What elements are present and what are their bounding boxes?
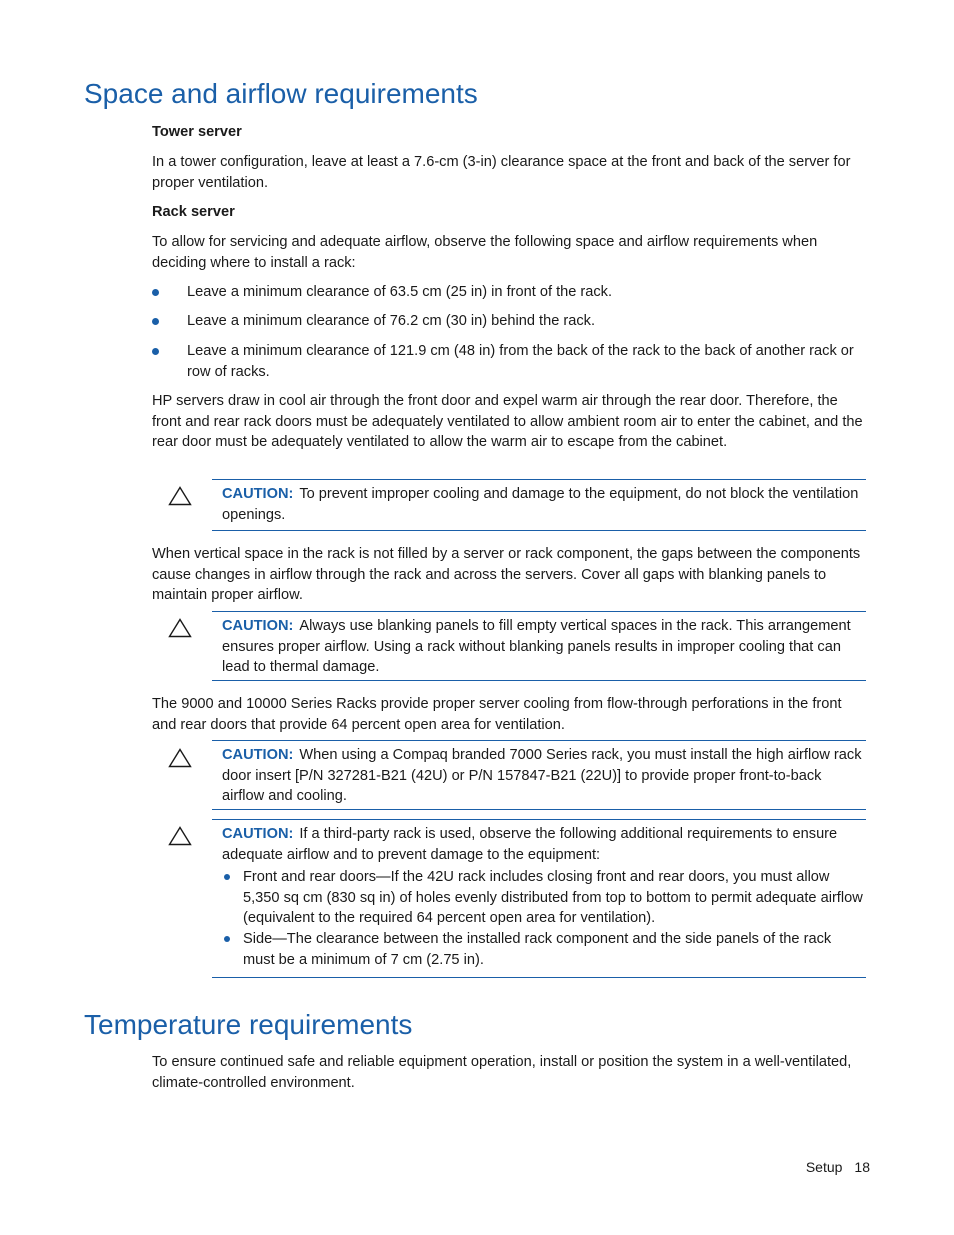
caution-label: CAUTION: bbox=[222, 747, 294, 763]
bullet-icon bbox=[152, 348, 159, 355]
caution-text: If a third-party rack is used, observe the following additional requirements to ensure adequate airflow and to prevent damage to the equipment: bbox=[222, 826, 838, 863]
bullet-icon bbox=[152, 289, 159, 296]
tower-server-heading: Tower server bbox=[152, 124, 242, 140]
bullet-icon bbox=[224, 874, 230, 880]
warning-triangle-icon bbox=[168, 486, 192, 506]
tower-server-text: In a tower configuration, leave at least a 7.6-cm (3-in) clearance space at the front and back of the server for proper ventilation. bbox=[152, 154, 851, 191]
page-footer bbox=[806, 1158, 870, 1176]
list-item-text: Leave a minimum clearance of 76.2 cm (30 in) behind the rack. bbox=[187, 313, 596, 329]
caution-box bbox=[212, 611, 866, 681]
bullet-icon bbox=[152, 318, 159, 325]
warning-triangle-icon bbox=[168, 748, 192, 768]
section-title-temperature: Temperature requirements bbox=[84, 1009, 413, 1040]
airflow-paragraph: HP servers draw in cool air through the front door and expel warm air through the rear door. Therefore, the front and rear rack doors must be adequately ventilated to allow ambient room air to enter the cabinet, and the rear door must be adequately ventilated to allow the warm air to escape from the cabinet. bbox=[152, 393, 863, 451]
page-number: 18 bbox=[854, 1159, 870, 1175]
footer-section-name: Setup bbox=[805, 1159, 843, 1175]
list-item-text: Side—The clearance between the installed rack component and the side panels of the rack must be a minimum of 7 cm (2.75 in). bbox=[243, 930, 832, 968]
caution-text: Always use blanking panels to fill empty vertical spaces in the rack. This arrangement ensures proper airflow. Using a rack without blanking panels results in improper cooling that can lead to thermal damage. bbox=[222, 618, 851, 676]
list-item-text: Leave a minimum clearance of 63.5 cm (25 in) in front of the rack. bbox=[187, 284, 613, 300]
list-item bbox=[222, 867, 866, 929]
caution-label: CAUTION: bbox=[222, 486, 294, 502]
caution-label: CAUTION: bbox=[222, 826, 294, 842]
caution-box bbox=[212, 740, 866, 810]
caution-box bbox=[212, 479, 866, 531]
caution-text: To prevent improper cooling and damage to the equipment, do not block the ventilation openings. bbox=[222, 486, 859, 523]
temperature-paragraph: To ensure continued safe and reliable equipment operation, install or position the system in a well-ventilated, climate-controlled environment. bbox=[152, 1054, 852, 1091]
rack-server-intro: To allow for servicing and adequate airflow, observe the following space and airflow requirements when deciding where to install a rack: bbox=[152, 234, 818, 271]
caution-box bbox=[212, 819, 866, 978]
series-paragraph: The 9000 and 10000 Series Racks provide proper server cooling from flow-through perforations in the front and rear doors that provide 64 percent open area for ventilation. bbox=[152, 696, 842, 733]
list-item-text: Leave a minimum clearance of 121.9 cm (48 in) from the back of the rack to the back of another rack or row of racks. bbox=[187, 343, 854, 380]
bullet-icon bbox=[224, 936, 230, 942]
gaps-paragraph: When vertical space in the rack is not filled by a server or rack component, the gaps between the components cause changes in airflow through the rack and across the servers. Cover all gaps with blanking panels to maintain proper airflow. bbox=[152, 546, 861, 604]
list-item bbox=[152, 311, 868, 332]
list-item bbox=[152, 282, 868, 303]
rack-server-heading: Rack server bbox=[152, 204, 235, 220]
warning-triangle-icon bbox=[168, 826, 192, 846]
caution-text: When using a Compaq branded 7000 Series rack, you must install the high airflow rack door insert [P/N 327281-B21 (42U) or P/N 157847-B21 (22U)] to provide proper front-to-back airflow and cooling. bbox=[222, 747, 862, 805]
list-item bbox=[222, 929, 866, 970]
list-item bbox=[152, 341, 868, 382]
caution-label: CAUTION: bbox=[222, 618, 294, 634]
caution-bullet-list bbox=[222, 867, 866, 970]
section-title-space-airflow: Space and airflow requirements bbox=[84, 78, 478, 109]
list-item-text: Front and rear doors—If the 42U rack includes closing front and rear doors, you must allow 5,350 sq cm (830 sq in) of holes evenly distributed from top to bottom to permit adequate airflow (equivalent to the required 64 percent open area for ventilation). bbox=[243, 869, 863, 927]
warning-triangle-icon bbox=[168, 618, 192, 638]
